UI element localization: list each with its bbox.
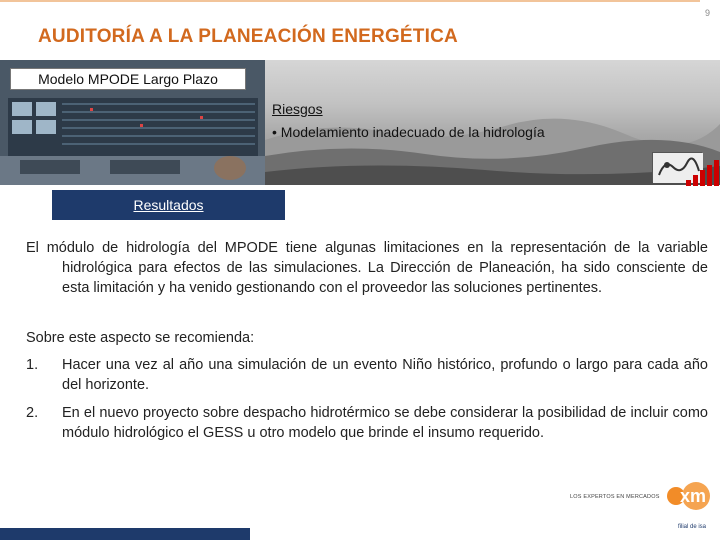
list-item (26, 403, 708, 443)
risks-item: • Modelamiento inadecuado de la hidrología (272, 124, 545, 140)
xm-filial-text: filial de isa (678, 524, 707, 530)
page-number: 9 (704, 8, 710, 18)
model-label: Modelo MPODE Largo Plazo (10, 68, 246, 90)
list-item-number: 1. (26, 357, 39, 373)
list-item (26, 355, 708, 395)
paragraph-recommendation: Sobre este aspecto se recomienda: (26, 330, 255, 346)
list-item-text: En el nuevo proyecto sobre despacho hidrotérmico se debe considerar la posibilidad de incluir como módulo hidrológico el GESS u otro modelo que brinde el insumo requerido. (62, 405, 708, 441)
xm-tagline: LOS EXPERTOS EN MERCADOS (570, 494, 660, 500)
page-title: AUDITORÍA A LA PLANEACIÓN ENERGÉTICA (38, 26, 458, 47)
paragraph-intro: El módulo de hidrología del MPODE tiene algunas limitaciones en la representación de la variable hidrológica para efectos de las simulaciones. La Dirección de Planeación, ha sido consciente de esta limitación y ha venido gestionando con el proveedor las soluciones pertinentes. (26, 240, 708, 296)
list-item-number: 2. (26, 405, 39, 421)
results-header: Resultados (52, 190, 285, 220)
list-item-text: Hacer una vez al año una simulación de un evento Niño histórico, profundo o largo para cada año del horizonte. (62, 357, 708, 393)
signal-bars-icon (684, 160, 720, 186)
svg-text:xm: xm (680, 486, 707, 506)
risks-heading: Riesgos (272, 101, 323, 117)
footer-bar (0, 528, 250, 540)
xm-logo-icon (666, 476, 714, 516)
xm-footer-logo (570, 470, 720, 540)
top-accent-line (0, 0, 700, 2)
